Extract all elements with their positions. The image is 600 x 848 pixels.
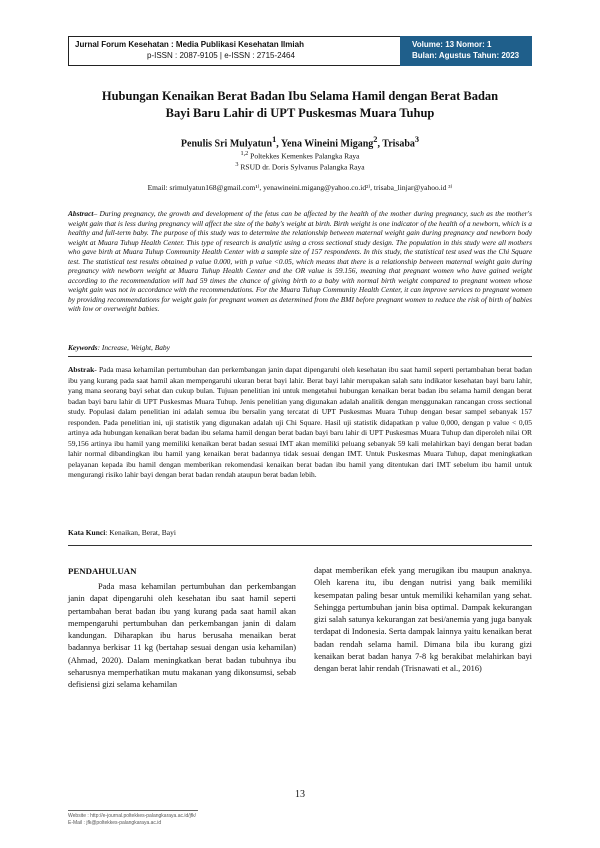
- abstract-indonesian-text: - Pada masa kehamilan pertumbuhan dan perkembangan janin dapat dipengaruhi oleh kesehatan ibu saat hamil seperti pertambahan berat badan ibu yang kurang pada saat hamil akan mempengaruhi ukuran berat bayi lahir. Berat bayi lahir merupakan salah satu indikator kesehatan bayi baru lahir, yang mana seorang bayi sehat dan cukup bulan. Tujuan penelitian ini untuk mengetahui hubungan kenaikan berat badan ibu selama hamil dengan berat badan bayi baru lahir di UPT Puskesmas Muara Tuhup. Jenis penelitian yang digunakan adalah analitik dengan menggunakan rancangan cross sectional study. Populasi dalam penelitian ini adalah semua ibu bersalin yang tercatat di UPT Puskesmas Muara Tuhup dengan besar sampel sebanyak 157 responden. Pada penelitian ini, uji statistik yang digunakan adalah uji Chi Square. Hasil uji statistik didapatkan p value 0,000, dengan p value < 0,05 artinya ada hubungan kenaikan berat badan ibu selama hamil dengan berat badan bayi baru lahir di UPT Puskesmas Muara Tuhup dan diperoleh nilai OR 59,156 artinya ibu hamil yang memiliki kenaikan berat badan sesuai IMT akan memiliki peluang sebanyak 59 kali melahirkan bayi dengan berat badan lahir normal dibandingkan ibu hamil yang kenaikan berat badannya tidak sesuai dengan IMT. Untuk Puskesmas Muara Tuhup, dapat meningkatkan pelayanan kepada ibu hamil dengan memberikan rekomendasi kenaikan berat badan ibu hamil yang ditentukan dari IMT sebelum ibu hamil untuk mengurangi risiko lahir bayi dengan berat badan rendah ataupun berat badan lebih.: [68, 365, 532, 479]
- author-list: [70, 133, 530, 150]
- affiliation-2-sup: 3: [235, 161, 239, 168]
- divider-bottom: [68, 545, 532, 546]
- author-3: , Trisaba: [377, 138, 415, 150]
- body-paragraph-left: Pada masa kehamilan pertumbuhan dan perkembangan janin dapat dipengaruhi oleh kesehatan ibu saat hamil seperti pertambahan berat badan ibu yang kurang pada saat hamil akan mempengaruhi pertumbuhan dan perkembangan janin di dalam kandungan. Diharapkan ibu harus berusaha menaikan berat badannya berkisar 11 kg (bertahap sesuai dengan usia kehamilan) (Ahmad, 2020). Dalam meningkatkan berat badan tubuhnya ibu seharusnya memperhatikan mutu makanan yang dikonsumsi, sebab defisiensi gizi selama kehamilan: [68, 582, 296, 690]
- author-emails: Email: srimulyatun168@gmail.com¹⁾, yenawineini.migang@yahoo.co.id²⁾, trisaba_linjar@yahoo.id ³⁾: [147, 183, 453, 192]
- journal-name: Jurnal Forum Kesehatan : Media Publikasi Kesehatan Ilmiah: [75, 40, 304, 49]
- abstract-english-lead: Abstract: [68, 209, 94, 218]
- abstract-indonesian-lead: Abstrak: [68, 365, 95, 374]
- volume-number: Volume: 13 Nomor: 1: [412, 40, 492, 49]
- body-column-right: [314, 565, 532, 676]
- affiliation-2: [70, 160, 530, 173]
- keywords-english-label: Keywords: [68, 343, 98, 352]
- keywords-indonesian-label: Kata Kunci: [68, 528, 106, 537]
- page-number: 13: [295, 789, 305, 800]
- footer-email: E-Mail : jfk@poltekkes-palangkaraya.ac.id: [68, 820, 162, 826]
- affiliation-1-sup: 1,2: [240, 150, 249, 157]
- section-heading: PENDAHULUAN: [68, 566, 137, 576]
- body-paragraph-right: dapat memberikan efek yang merugikan ibu maupun anaknya. Oleh karena itu, ibu dengan nutrisi yang baik memiliki kesempatan paling besar untuk memiliki kehamilan yang sehat. Sehingga pertumbuhan janin bisa optimal. Dampak kekurangan gizi salah satunya kekurangan zat besi/anemia yang juga banyak terdapat di Indonesia. Serta dampak lainnya yaitu kenaikan berat badan rendah selama hamil. Dimana bila ibu kurang gizi kenaikan berat badan hanya 7-8 kg berakibat melahirkan bayi dengan berat lahir rendah (Trisnawati et al., 2016): [314, 566, 532, 674]
- title-line-1: Hubungan Kenaikan Berat Badan Ibu Selama Hamil dengan Berat Badan: [101, 89, 499, 103]
- journal-header: [68, 36, 532, 66]
- author-2-sup: 2: [373, 135, 378, 144]
- journal-issn: p-ISSN : 2087-9105 | e-ISSN : 2715-2464: [147, 51, 295, 60]
- body-column-left: [68, 565, 296, 692]
- author-3-sup: 3: [414, 135, 420, 144]
- footer-divider: [68, 810, 198, 811]
- abstract-english: [68, 209, 532, 314]
- keywords-indonesian-text: : Kenaikan, Berat, Bayi: [105, 528, 176, 537]
- footer-website: Website : http://e-journal.poltekkes-palangkaraya.ac.id/jfk/: [68, 813, 197, 819]
- author-1: Penulis Sri Mulyatun: [180, 138, 273, 150]
- paper-title: [70, 88, 530, 122]
- affiliation-1-text: Poltekkes Kemenkes Palangka Raya: [248, 151, 360, 161]
- keywords-english: [68, 343, 532, 353]
- author-1-sup: 1: [272, 135, 277, 144]
- keywords-indonesian: [68, 528, 532, 538]
- volume-box: [400, 36, 532, 66]
- divider-top: [68, 356, 532, 357]
- keywords-english-text: : Increase, Weight, Baby: [97, 343, 170, 352]
- affiliation-2-text: RSUD dr. Doris Sylvanus Palangka Raya: [238, 162, 365, 172]
- abstract-indonesian: [68, 365, 532, 481]
- author-2: , Yena Wineini Migang: [276, 138, 374, 150]
- abstract-english-text: – During pregnancy, the growth and development of the fetus can be affected by the health of the mother during pregnancy, such as the mother's weight gain that is less during pregnancy will affect the size of the baby's weight at birth. Birth weight is one indicator of the health of a newborn, which is a healthy and full-term baby. The purpose of this study was to determine the relationship between maternal weight gain during pregnancy and newborn body weight at Muara Tuhup Health Center. This type of research is analytic using a cross sectional study design. The population in this study were all mothers who gave birth at Muara Tuhup Community Health Center with a sample size of 157 respondents. In this study, the statistical test used was the Chi Square test. The statistical test results obtained p value 0.000, with p value <0.05, which means that there is a relationship between maternal weight gain during pregnancy with newborn weight at Muara Tuhup Health Center and the OR value is 59.156, meaning that pregnant women who have gained weight according to the recommendation will had 59 times the chance of giving birth to a baby with normal birth weight compared to pregnant women whose weight gain was not in accordance with the recommendations. For the Muara Tuhup Community Health Center, it can improve services to pregnant women by providing recommendations for weight gain for pregnant women as determined from the BMI before pregnant women to reduce the risk of birth of babies with low or overweight babies.: [68, 209, 532, 313]
- journal-info: [68, 36, 400, 66]
- issue-date: Bulan: Agustus Tahun: 2023: [412, 51, 520, 60]
- title-line-2: Bayi Baru Lahir di UPT Puskesmas Muara Tuhup: [165, 106, 435, 120]
- page-footer: [68, 813, 368, 827]
